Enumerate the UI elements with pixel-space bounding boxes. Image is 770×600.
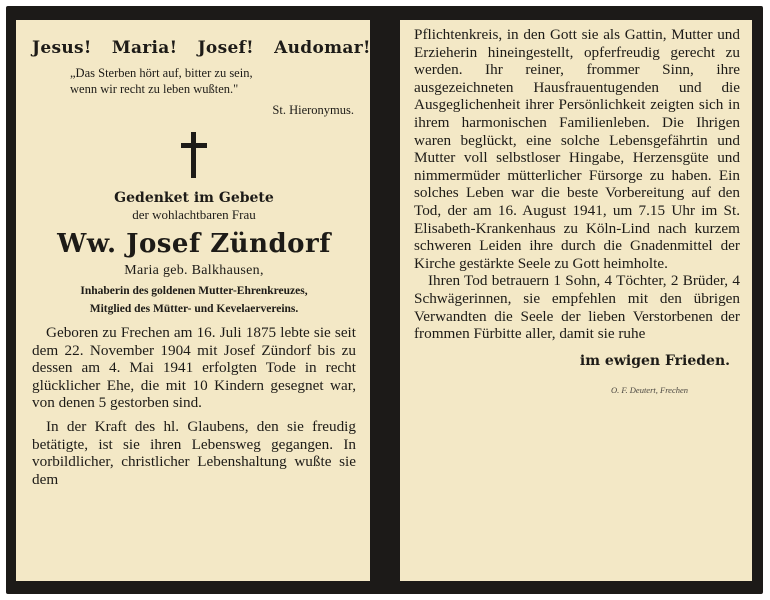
society-line: Mitglied des Mütter- und Kevelaervereins.: [89, 303, 299, 315]
society-membership: [32, 282, 356, 318]
commemoration-heading: Gedenket im Gebete: [114, 190, 274, 206]
quote-line: „Das Sterben hört auf, bitter zu sein,: [70, 66, 253, 80]
invocation: Jesus! Maria! Josef! Audomar!: [32, 38, 371, 58]
memorial-card: [6, 6, 763, 594]
biography-paragraph: Geboren zu Frechen am 16. Juli 1875 lebte sie seit dem 22. November 1904 mit Josef Zündorf bis zu dessen am 4. Mai 1941 erfolgten Tode in recht glücklicher Ehe, die mit 10 Kindern gesegnet war, von denen 5 gestorben sind.: [32, 324, 356, 412]
mourners-paragraph: Ihren Tod betrauern 1 Sohn, 4 Töchter, 2 Brüder, 4 Schwägerinnen, sie empfehlen mit den übrigen Verwandten die Seele der lieben Verstorbenen der frommen Fürbitte aller, damit sie ruhe: [414, 272, 740, 343]
society-line: Inhaberin des goldenen Mutter-Ehrenkreuzes,: [80, 285, 308, 297]
quote-line: wenn wir recht zu leben wußten.": [70, 82, 239, 96]
quote-author: St. Hieronymus.: [272, 103, 354, 117]
biography-paragraph: In der Kraft des hl. Glaubens, den sie freudig betätigte, ist sie ihren Lebensweg gegangen. In vorbildlicher, christlicher Lebenshaltung wußte sie dem: [32, 417, 356, 488]
closing-line: im ewigen Frieden.: [579, 352, 730, 369]
deceased-name: Ww. Josef Zündorf: [57, 229, 331, 259]
printer-credit: O. F. Deutert, Frechen: [611, 384, 688, 395]
maiden-name: Maria geb. Balkhausen,: [124, 263, 264, 278]
honorific-line: der wohlachtbaren Frau: [132, 207, 256, 222]
left-panel: [16, 20, 370, 581]
cross-icon: [32, 132, 356, 180]
quote: [70, 65, 356, 97]
right-panel: [400, 20, 752, 581]
biography-paragraph: Pflichtenkreis, in den Gott sie als Gattin, Mutter und Erzieherin hineingestellt, opferfreudig gerecht zu werden. Ihr reiner, frommer Sinn, ihre ausgezeichneten Hausfrauentugenden und die Ausgeglichenheit ihrer Persönlichkeit zeigten sich in ihrem harmonischen Familienleben. Die Ihrigen waren beglückt, eine solche Lebensgefährtin und Mutter voll selbstloser Hingabe, Herzensgüte und nimmermüder mütterlicher Fürsorge zu haben. Ein solches Leben war die beste Vorbereitung auf den Tod, der am 16. August 1941, um 7.15 Uhr im St. Elisabeth-Krankenhaus zu Köln-Lind nach kurzem schweren Leiden ihre durch die Gnadenmittel der Kirche gestärkte Seele zu Gott heimholte.: [414, 26, 740, 272]
